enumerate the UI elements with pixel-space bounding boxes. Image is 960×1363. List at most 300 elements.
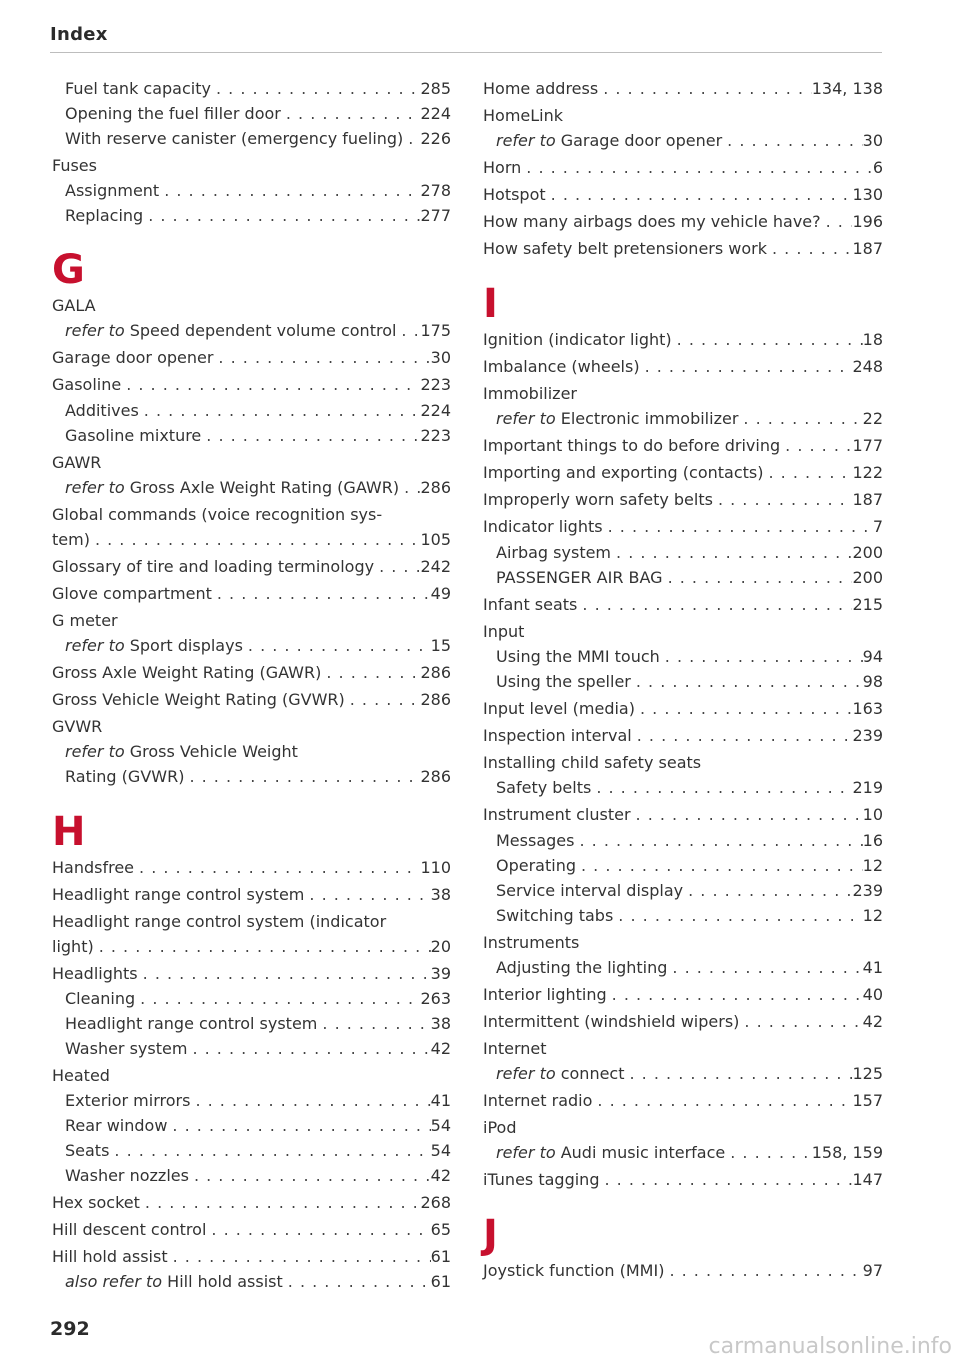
page-reference[interactable]: 54 [430, 1141, 451, 1160]
index-entry[interactable] [483, 79, 883, 99]
index-entry[interactable] [483, 330, 883, 350]
index-entry[interactable] [483, 463, 883, 483]
index-entry [483, 753, 883, 773]
leader-dots [663, 568, 853, 588]
index-subentry[interactable] [496, 778, 883, 798]
leader-dots [90, 530, 421, 550]
index-entry[interactable] [52, 1247, 451, 1267]
entry-label: Important things to do before driving [483, 436, 781, 455]
page-reference[interactable]: 224 [420, 104, 451, 123]
index-subentry[interactable] [496, 831, 883, 851]
leader-dots [821, 212, 853, 232]
leader-dots [607, 985, 863, 1005]
entry-label: Messages [496, 831, 575, 850]
leader-dots [403, 129, 420, 149]
leader-dots [632, 726, 853, 746]
entry-label: Washer system [65, 1039, 188, 1058]
index-subentry[interactable] [65, 1141, 451, 1161]
entry-label: Home address [483, 79, 599, 98]
entry-label: Cleaning [65, 989, 136, 1008]
leader-dots [635, 699, 852, 719]
leader-dots [592, 1091, 852, 1111]
entry-label: Internet [483, 1039, 547, 1058]
page-reference[interactable]: 187 [852, 239, 883, 258]
index-entry[interactable] [483, 436, 883, 456]
leader-dots [640, 357, 853, 377]
index-subentry[interactable] [65, 989, 451, 1009]
entry-label: refer to Gross Axle Weight Rating (GAWR) [65, 478, 400, 497]
leader-dots [201, 426, 420, 446]
entry-label: refer to Audi music interface [496, 1143, 726, 1162]
index-entry[interactable] [52, 584, 451, 604]
page-reference[interactable]: 16 [862, 831, 883, 850]
page-reference[interactable]: 226 [420, 129, 451, 148]
leader-dots [521, 158, 873, 178]
page-reference[interactable]: 248 [852, 357, 883, 376]
entry-label: Glossary of tire and loading terminology [52, 557, 375, 576]
index-subentry[interactable] [65, 1091, 451, 1111]
index-entry [52, 453, 451, 473]
index-entry[interactable] [52, 663, 451, 683]
leader-dots [625, 1064, 853, 1084]
leader-dots [767, 239, 852, 259]
index-entry[interactable] [52, 964, 451, 984]
index-entry [483, 384, 883, 404]
leader-dots [140, 1193, 421, 1213]
page-reference[interactable]: 54 [430, 1116, 451, 1135]
entry-label: Gasoline mixture [65, 426, 202, 445]
entry-label: Headlight range control system [65, 1014, 318, 1033]
index-subentry[interactable] [65, 767, 451, 787]
leader-dots [189, 1166, 431, 1186]
page-reference[interactable]: 125 [852, 1064, 883, 1083]
entry-label: light) [52, 937, 94, 956]
leader-dots [143, 206, 420, 226]
index-entry[interactable] [483, 158, 883, 178]
page-reference[interactable]: 242 [420, 557, 451, 576]
leader-dots [739, 1012, 862, 1032]
page-reference[interactable]: 224 [420, 401, 451, 420]
entry-label: Headlight range control system [52, 885, 305, 904]
index-subentry[interactable] [496, 647, 883, 667]
entry-label: Operating [496, 856, 576, 875]
entry-label: Infant seats [483, 595, 578, 614]
entry-label: Installing child safety seats [483, 753, 702, 772]
leader-dots [574, 831, 862, 851]
page-reference[interactable]: 285 [420, 79, 451, 98]
cross-reference: refer to [65, 742, 130, 761]
index-subentry[interactable] [65, 206, 451, 226]
page-reference[interactable]: 10 [862, 805, 883, 824]
page-reference[interactable]: 177 [852, 436, 883, 455]
entry-label: Instrument cluster [483, 805, 631, 824]
index-entry[interactable] [483, 357, 883, 377]
leader-dots [138, 964, 431, 984]
index-entry[interactable] [52, 375, 451, 395]
entry-label: Additives [65, 401, 139, 420]
entry-label: refer to connect [496, 1064, 625, 1083]
leader-dots [212, 584, 431, 604]
index-entry [52, 296, 451, 316]
entry-label: GVWR [52, 717, 103, 736]
entry-label: Replacing [65, 206, 144, 225]
index-entry [483, 933, 883, 953]
leader-dots [243, 636, 431, 656]
entry-label: Horn [483, 158, 522, 177]
index-entry[interactable] [52, 937, 451, 957]
leader-dots [631, 805, 863, 825]
entry-label: Glove compartment [52, 584, 212, 603]
page-reference[interactable]: 18 [862, 330, 883, 349]
entry-label: GALA [52, 296, 96, 315]
leader-dots [109, 1141, 430, 1161]
page-reference[interactable]: 97 [862, 1261, 883, 1280]
section-letter: I [483, 281, 498, 327]
page-reference[interactable]: 30 [862, 131, 883, 150]
page-reference[interactable]: 286 [420, 690, 451, 709]
leader-dots [321, 663, 420, 683]
index-entry[interactable] [52, 1193, 451, 1213]
page-reference[interactable]: 42 [862, 1012, 883, 1031]
index-entry [483, 1039, 883, 1059]
index-entry [483, 622, 883, 642]
index-entry[interactable] [483, 490, 883, 510]
index-entry [483, 106, 883, 126]
page-reference[interactable]: 239 [852, 881, 883, 900]
index-subentry[interactable] [496, 1143, 883, 1163]
index-entry[interactable] [483, 595, 883, 615]
index-entry[interactable] [52, 557, 451, 577]
page-reference[interactable]: 94 [862, 647, 883, 666]
leader-dots [167, 1116, 430, 1136]
page-reference[interactable]: 175 [420, 321, 451, 340]
section-letter: H [52, 809, 86, 855]
index-subentry[interactable] [65, 129, 451, 149]
entry-label: Heated [52, 1066, 110, 1085]
entry-label: Improperly worn safety belts [483, 490, 713, 509]
page-reference[interactable]: 200 [852, 543, 883, 562]
index-entry [483, 1118, 883, 1138]
index-subentry[interactable] [65, 321, 451, 341]
index-entry[interactable] [483, 985, 883, 1005]
leader-dots [159, 181, 420, 201]
page-reference[interactable]: 130 [852, 185, 883, 204]
leader-dots [725, 1143, 812, 1163]
section-letter: J [483, 1212, 498, 1258]
page-reference[interactable]: 12 [862, 856, 883, 875]
cross-reference: refer to [496, 1064, 561, 1083]
index-entry[interactable] [483, 212, 883, 232]
entry-label: Service interval display [496, 881, 684, 900]
index-entry [52, 611, 451, 631]
entry-label: Headlights [52, 964, 138, 983]
index-subentry[interactable] [496, 409, 883, 429]
index-entry[interactable] [483, 239, 883, 259]
page-reference[interactable]: 223 [420, 375, 451, 394]
leader-dots [187, 1039, 430, 1059]
entry-label: Gross Vehicle Weight Rating (GVWR) [52, 690, 345, 709]
page-reference[interactable]: 158, 159 [811, 1143, 883, 1162]
index-entry[interactable] [52, 1220, 451, 1240]
index-subentry[interactable] [496, 906, 883, 926]
index-subentry[interactable] [65, 1039, 451, 1059]
page-reference[interactable]: 239 [852, 726, 883, 745]
entry-label: Hex socket [52, 1193, 140, 1212]
leader-dots [738, 409, 862, 429]
entry-label: iPod [483, 1118, 517, 1137]
page-reference[interactable]: 200 [852, 568, 883, 587]
leader-dots [664, 1261, 862, 1281]
leader-dots [168, 1247, 431, 1267]
leader-dots [345, 690, 421, 710]
entry-label: Switching tabs [496, 906, 614, 925]
page-reference[interactable]: 286 [420, 767, 451, 786]
entry-label: HomeLink [483, 106, 564, 125]
index-subentry[interactable] [65, 478, 451, 498]
cross-reference: refer to [65, 321, 130, 340]
leader-dots [399, 478, 420, 498]
entry-label: Assignment [65, 181, 160, 200]
page-reference[interactable]: 219 [852, 778, 883, 797]
entry-label: refer to Speed dependent volume control [65, 321, 397, 340]
index-entry [52, 1066, 451, 1086]
leader-dots [317, 1014, 430, 1034]
page-reference[interactable]: 268 [420, 1193, 451, 1212]
index-subentry[interactable] [496, 1064, 883, 1084]
entry-label: With reserve canister (emergency fueling) [65, 129, 404, 148]
leader-dots [713, 490, 853, 510]
leader-dots [546, 185, 853, 205]
page-reference[interactable]: 65 [430, 1220, 451, 1239]
index-entry[interactable] [483, 699, 883, 719]
page-reference[interactable]: 278 [420, 181, 451, 200]
leader-dots [660, 647, 863, 667]
cross-reference: refer to [496, 409, 561, 428]
index-entry[interactable] [483, 1170, 883, 1190]
entry-label: Using the MMI touch [496, 647, 660, 666]
entry-label: Hotspot [483, 185, 546, 204]
index-entry [52, 156, 451, 176]
entry-label: Garage door opener [52, 348, 214, 367]
entry-label: Rating (GVWR) [65, 767, 185, 786]
cross-reference: refer to [65, 478, 130, 497]
index-subentry[interactable] [65, 1166, 451, 1186]
leader-dots [94, 937, 431, 957]
entry-label: Inspection interval [483, 726, 632, 745]
leader-dots [374, 557, 420, 577]
entry-label: Airbag system [496, 543, 612, 562]
page-reference[interactable]: 61 [430, 1272, 451, 1291]
leader-dots [577, 595, 852, 615]
entry-label: Interior lighting [483, 985, 607, 1004]
index-subentry[interactable] [496, 958, 883, 978]
index-subentry[interactable] [65, 104, 451, 124]
page-reference[interactable]: 40 [862, 985, 883, 1004]
page-reference[interactable]: 22 [862, 409, 883, 428]
leader-dots [213, 348, 430, 368]
entry-label: Exterior mirrors [65, 1091, 191, 1110]
entry-label: refer to Electronic immobilizer [496, 409, 739, 428]
page-reference[interactable]: 215 [852, 595, 883, 614]
entry-label: Seats [65, 1141, 110, 1160]
leader-dots [599, 1170, 852, 1190]
index-subentry[interactable] [496, 568, 883, 588]
entry-label: Opening the fuel filler door [65, 104, 281, 123]
leader-dots [134, 858, 420, 878]
entry-label: Hill descent control [52, 1220, 207, 1239]
page-reference[interactable]: 163 [852, 699, 883, 718]
leader-dots [780, 436, 852, 456]
entry-label: Intermittent (windshield wipers) [483, 1012, 740, 1031]
entry-label: tem) [52, 530, 90, 549]
leader-dots [611, 543, 852, 563]
entry-label: Washer nozzles [65, 1166, 189, 1185]
entry-label: PASSENGER AIR BAG [496, 568, 663, 587]
entry-label: Headlight range control system (indicator [52, 912, 387, 931]
leader-dots [591, 778, 852, 798]
page-reference[interactable]: 187 [852, 490, 883, 509]
entry-label: Ignition (indicator light) [483, 330, 672, 349]
page-reference[interactable]: 196 [852, 212, 883, 231]
page-reference[interactable]: 41 [430, 1091, 451, 1110]
entry-label: refer to Gross Vehicle Weight [65, 742, 298, 761]
page-reference[interactable]: 110 [420, 858, 451, 877]
watermark: carmanualsonline.info [708, 1334, 952, 1359]
entry-label: Importing and exporting (contacts) [483, 463, 764, 482]
page-reference[interactable]: 223 [420, 426, 451, 445]
section-letter: G [52, 247, 85, 293]
page-header [50, 24, 882, 53]
index-subentry[interactable] [496, 543, 883, 563]
entry-label: Adjusting the lighting [496, 958, 668, 977]
leader-dots [283, 1272, 431, 1292]
entry-label: Global commands (voice recognition sys- [52, 505, 383, 524]
page-number: 292 [50, 1318, 90, 1340]
leader-dots [184, 767, 420, 787]
entry-label: Instruments [483, 933, 580, 952]
index-entry[interactable] [483, 185, 883, 205]
index-subentry[interactable] [496, 131, 883, 151]
entry-label: G meter [52, 611, 118, 630]
page-reference[interactable]: 42 [430, 1039, 451, 1058]
leader-dots [598, 79, 812, 99]
index-entry[interactable] [483, 726, 883, 746]
page-reference[interactable]: 38 [430, 1014, 451, 1033]
page-reference[interactable]: 98 [862, 672, 883, 691]
leader-dots [135, 989, 420, 1009]
entry-label: Gross Axle Weight Rating (GAWR) [52, 663, 322, 682]
index-subentry[interactable] [65, 181, 451, 201]
index-entry[interactable] [52, 858, 451, 878]
index-subentry[interactable] [496, 881, 883, 901]
page-reference[interactable]: 15 [430, 636, 451, 655]
index-subentry[interactable] [65, 1272, 451, 1292]
index-entry[interactable] [52, 348, 451, 368]
index-subentry[interactable] [65, 1014, 451, 1034]
entry-label: Safety belts [496, 778, 592, 797]
index-entry[interactable] [52, 530, 451, 550]
page-reference[interactable]: 6 [872, 158, 883, 177]
index-subentry[interactable] [65, 636, 451, 656]
index-subentry[interactable] [65, 1116, 451, 1136]
leader-dots [139, 401, 421, 421]
page-reference[interactable]: 286 [420, 663, 451, 682]
leader-dots [763, 463, 852, 483]
page-reference[interactable]: 157 [852, 1091, 883, 1110]
page-reference[interactable]: 122 [852, 463, 883, 482]
page-reference[interactable]: 38 [430, 885, 451, 904]
entry-label: How safety belt pretensioners work [483, 239, 767, 258]
cross-reference: refer to [496, 131, 561, 150]
page-reference[interactable]: 263 [420, 989, 451, 1008]
entry-label: Indicator lights [483, 517, 603, 536]
page-reference[interactable]: 12 [862, 906, 883, 925]
index-entry[interactable] [52, 885, 451, 905]
index-entry[interactable] [52, 690, 451, 710]
leader-dots [281, 104, 421, 124]
entry-label: Fuel tank capacity [65, 79, 211, 98]
leader-dots [613, 906, 862, 926]
page-reference[interactable]: 147 [852, 1170, 883, 1189]
entry-label: Gasoline [52, 375, 122, 394]
leader-dots [667, 958, 862, 978]
index-subentry[interactable] [496, 672, 883, 692]
leader-dots [304, 885, 430, 905]
index-entry[interactable] [483, 517, 883, 537]
leader-dots [631, 672, 863, 692]
entry-label: How many airbags does my vehicle have? [483, 212, 821, 231]
index-entry [52, 717, 451, 737]
leader-dots [396, 321, 420, 341]
header-title: Index [50, 24, 108, 45]
page-reference[interactable]: 61 [430, 1247, 451, 1266]
leader-dots [121, 375, 420, 395]
page-reference[interactable]: 105 [420, 530, 451, 549]
entry-label: Using the speller [496, 672, 631, 691]
page-reference[interactable]: 39 [430, 964, 451, 983]
page-reference[interactable]: 42 [430, 1166, 451, 1185]
entry-label: also refer to Hill hold assist [65, 1272, 283, 1291]
entry-label: GAWR [52, 453, 102, 472]
cross-reference: also refer to [65, 1272, 168, 1291]
page-reference[interactable]: 30 [430, 348, 451, 367]
index-subentry [65, 742, 451, 762]
index-subentry[interactable] [65, 401, 451, 421]
page-reference[interactable]: 134, 138 [811, 79, 883, 98]
leader-dots [672, 330, 863, 350]
index-entry[interactable] [483, 1012, 883, 1032]
page-reference[interactable]: 277 [420, 206, 451, 225]
entry-label: refer to Garage door opener [496, 131, 723, 150]
index-subentry[interactable] [65, 426, 451, 446]
leader-dots [576, 856, 863, 876]
cross-reference: refer to [496, 1143, 561, 1162]
page-reference[interactable]: 286 [420, 478, 451, 497]
page-reference[interactable]: 7 [872, 517, 883, 536]
index-entry[interactable] [483, 1261, 883, 1281]
page-reference[interactable]: 20 [430, 937, 451, 956]
index-subentry[interactable] [496, 856, 883, 876]
leader-dots [603, 517, 873, 537]
index-entry[interactable] [483, 1091, 883, 1111]
index-entry[interactable] [483, 805, 883, 825]
index-subentry[interactable] [65, 79, 451, 99]
leader-dots [722, 131, 863, 151]
index-entry [52, 912, 451, 932]
entry-label: Input level (media) [483, 699, 635, 718]
page-reference[interactable]: 49 [430, 584, 451, 603]
page-reference[interactable]: 41 [862, 958, 883, 977]
